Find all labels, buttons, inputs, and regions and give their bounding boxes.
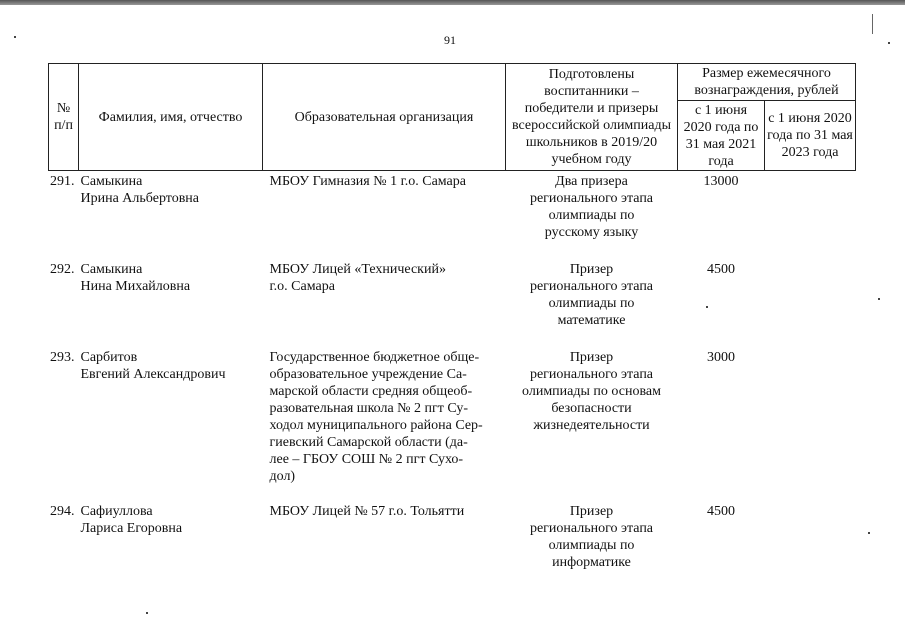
person-name [79,501,263,581]
pupils-achievement: Два призера регионального этапа олимпиады по русскому языку [529,174,654,240]
header-amount-period-2: с 1 июня 2020 года по 31 мая 2023 года [765,101,856,171]
pupils-achievement: Призер регионального этапа олимпиады по информатике [529,503,654,570]
person-given-names: Ирина Альбертовна [80,191,200,206]
table-row [49,259,856,347]
person-surname: Самыкина [80,261,143,277]
row-number: 292. [50,261,75,277]
organization: Государственное бюджетное обще- образовательное учреждение Са- марской области средняя общеоб- разовательная школа № 2 пгт Су- ходол муниципального района Сер- гиевский Самарской области (да- лее – ГБОУ СОШ № 2 пгт Сухо- дол) [269,349,483,484]
awards-table [48,63,856,581]
scan-top-edge [0,0,905,5]
header-pupils: Подготовлены воспитанники – победители и призеры всероссийской олимпиады школьников в 2019/20 учебном году [506,64,678,171]
scan-speck [146,612,148,614]
person-surname: Самыкина [80,174,143,189]
header-num: № п/п [49,64,79,171]
header-org: Образовательная организация [263,64,506,171]
person-given-names: Нина Михайловна [80,278,191,294]
header-amount-group: Размер ежемесячного вознаграждения, рублей [678,64,856,101]
table-row [49,501,856,581]
row-number: 294. [50,503,75,519]
organization: МБОУ Гимназия № 1 г.о. Самара [269,174,466,189]
person-name [79,347,263,501]
person-name [79,259,263,347]
scan-margin-mark [872,14,873,34]
pupils-achievement: Призер регионального этапа олимпиады по основам безопасности жизнедеятельности [522,349,661,433]
amount-period-2 [765,501,856,581]
person-given-names: Евгений Александрович [80,366,226,382]
amount-period-2 [765,259,856,347]
row-number: 291. [50,174,75,189]
person-surname: Сафиуллова [80,503,153,519]
person-given-names: Лариса Егоровна [80,520,183,536]
organization: МБОУ Лицей № 57 г.о. Тольятти [269,503,465,519]
amount-period-2 [765,347,856,501]
amount-period-1: 4500 [707,503,735,519]
person-name [79,171,263,259]
scan-speck [888,42,890,44]
page-number: 91 [444,33,456,47]
header-amount-period-1: с 1 июня 2020 года по 31 мая 2021 года [678,101,765,171]
row-number: 293. [50,349,75,365]
organization: МБОУ Лицей «Технический» г.о. Самара [269,261,446,294]
amount-period-1: 13000 [703,174,739,189]
person-surname: Сарбитов [80,349,138,365]
amount-period-1: 3000 [707,349,735,365]
table-row [49,171,856,259]
table-row [49,347,856,501]
pupils-achievement: Призер регионального этапа олимпиады по математике [529,261,654,328]
scan-speck [868,532,870,534]
scan-speck [14,36,16,38]
header-name: Фамилия, имя, отчество [79,64,263,171]
amount-period-2 [765,171,856,259]
amount-period-1: 4500 [707,261,735,277]
scan-speck [878,298,880,300]
